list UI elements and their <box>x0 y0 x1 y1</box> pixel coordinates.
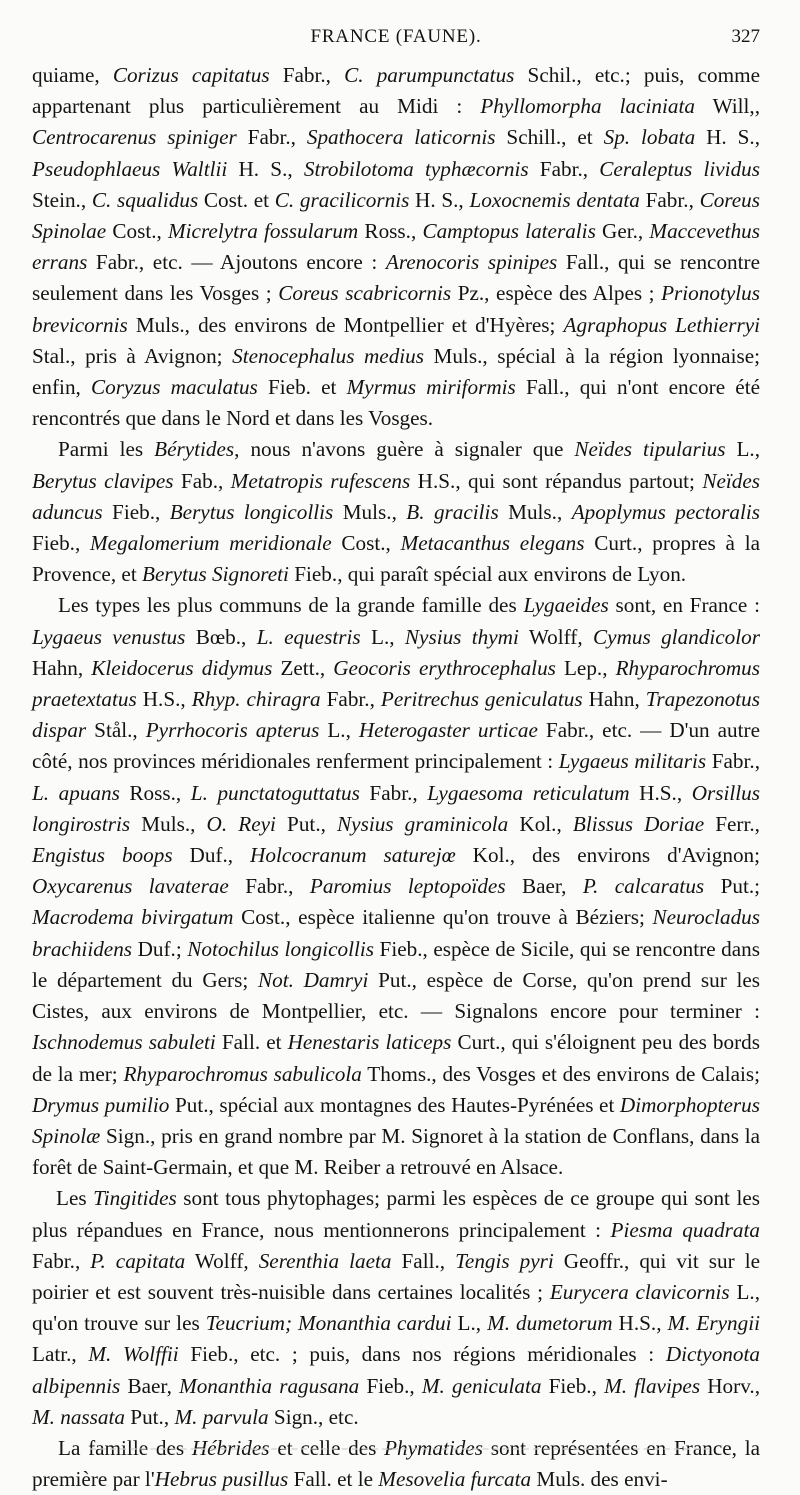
text-run: L., <box>319 718 359 743</box>
text-run: Latr., <box>32 1342 89 1367</box>
text-run: Stål., <box>86 718 146 743</box>
taxon-name: Pyrrhocoris apterus <box>145 718 320 743</box>
taxon-name: Corizus capitatus <box>112 63 270 87</box>
book-page <box>32 26 760 1495</box>
taxon-name: M. flavipes <box>604 1373 701 1398</box>
text-run: Muls., <box>498 499 572 524</box>
text-run: Fieb., <box>32 531 91 556</box>
text-run: Fabr., <box>32 1248 91 1273</box>
text-run: Les <box>56 1186 94 1211</box>
taxon-name: Pseudophlaeus Waltlii <box>32 156 228 181</box>
text-run: Fabr., <box>269 63 345 87</box>
taxon-name: Hebrus pusillus <box>154 1467 289 1492</box>
taxon-name: Neurocladus brachiidens <box>32 905 761 961</box>
taxon-name: P. capitata <box>90 1248 186 1273</box>
text-run: quiame, <box>32 63 113 87</box>
text-run: et celle des <box>269 1435 385 1460</box>
taxon-name: Henestaris laticeps <box>287 1030 452 1055</box>
text-run: Fabr., etc. — Ajoutons encore : <box>87 250 386 275</box>
text-run: Duf.; <box>132 936 188 961</box>
text-run: Stal., pris à Avignon; <box>32 343 233 368</box>
taxon-name: Rhyp. chiragra <box>191 687 321 712</box>
bottom-print-marks <box>90 1448 710 1458</box>
text-run: Fieb., qui paraît spécial aux environs de Lyon. <box>288 562 687 587</box>
text-run: Fall., <box>391 1248 456 1273</box>
taxon-name: M. nassata <box>32 1404 125 1429</box>
taxon-name: M. Wolffii <box>88 1342 179 1367</box>
taxon-name: Ceraleptus lividus <box>599 156 761 181</box>
text-run: Ross., <box>358 219 423 244</box>
text-run: Schil., etc.; puis, comme appartenant plus particulièrement au Midi : <box>32 63 760 119</box>
taxon-name: C. parumpunctatus <box>344 63 515 87</box>
text-run: Muls., <box>130 811 207 836</box>
taxon-name: M. dumetorum <box>487 1311 613 1336</box>
taxon-name: Arenocoris spinipes <box>385 250 558 275</box>
taxon-name: Trapezonotus dispar <box>32 687 760 743</box>
taxon-name: Piesma quadrata <box>610 1217 760 1242</box>
running-header <box>32 26 760 54</box>
taxon-name: Lygaeus venustus <box>32 624 186 649</box>
text-run: Fabr., <box>528 156 600 181</box>
text-run: Muls. des envi- <box>531 1467 668 1492</box>
taxon-name: Notochilus longicollis <box>187 936 375 961</box>
taxon-name: Megalomerium meridionale <box>90 531 332 556</box>
text-run: Fabr., <box>228 874 310 899</box>
taxon-name: Phymatides <box>384 1435 483 1460</box>
body-text <box>32 60 760 1495</box>
text-run: Fab., <box>173 468 231 493</box>
text-run: Hahn, <box>582 687 646 712</box>
taxon-name: Berytus clavipes <box>32 468 174 493</box>
text-run: L., <box>725 437 760 462</box>
text-run: H. S., <box>695 125 760 150</box>
taxon-name: Phyllomorpha laciniata <box>480 94 695 119</box>
taxon-name: Cymus glandicolor <box>593 624 760 649</box>
taxon-name: Eurycera clavicornis <box>549 1279 730 1304</box>
text-run: , nous n'avons guère à signaler que <box>234 437 575 462</box>
taxon-name: O. Reyi <box>206 811 276 836</box>
taxon-name: Strobilotoma typhæcornis <box>303 156 529 181</box>
taxon-name: Sp. lobata <box>603 125 696 150</box>
text-run: Kol., <box>508 811 573 836</box>
text-run: Stein., <box>32 187 92 212</box>
text-run: Fabr., <box>639 187 700 212</box>
text-run: La famille des <box>58 1435 192 1460</box>
text-run: Fieb., etc. ; puis, dans nos régions méridionales : <box>178 1342 666 1367</box>
text-run: Parmi les <box>58 437 155 462</box>
taxon-name: Centrocarenus spiniger <box>32 125 237 150</box>
taxon-name: B. gracilis <box>406 499 499 524</box>
paragraph-berytides <box>32 434 760 590</box>
taxon-name: Lygaesoma reticulatum <box>427 780 630 805</box>
taxon-name: Heterogaster urticae <box>358 718 538 743</box>
taxon-name: Lygaeides <box>523 593 609 618</box>
text-run: H. S., <box>227 156 304 181</box>
text-run: Wolff, <box>518 624 594 649</box>
taxon-name: Lygaeus militaris <box>558 749 707 774</box>
taxon-name: Nysius graminicola <box>337 811 509 836</box>
taxon-name: L. punctatoguttatus <box>190 780 360 805</box>
text-run: Ross., <box>119 780 191 805</box>
text-run: Schill., et <box>495 125 604 150</box>
text-run: Pz., espèce des Alpes ; <box>451 281 662 306</box>
text-run: Curt., propres à la Provence, et <box>32 531 761 587</box>
taxon-name: Metacanthus elegans <box>400 531 585 556</box>
taxon-name: L. apuans <box>32 780 120 805</box>
taxon-name: Metatropis rufescens <box>230 468 411 493</box>
taxon-name: Serenthia laeta <box>258 1248 392 1273</box>
text-run: L., qu'on trouve sur les <box>32 1279 760 1336</box>
text-run: Ger., <box>595 219 650 244</box>
text-run: H.S., <box>612 1311 668 1336</box>
text-run: Put., espèce de Corse, qu'on prend sur les Cistes, aux environs de Montpellier, etc. — Signalons encore pour terminer : <box>32 967 761 1024</box>
taxon-name: C. gracilicornis <box>274 187 410 212</box>
taxon-name: Monanthia ragusana <box>179 1373 360 1398</box>
taxon-name: Stenocephalus medius <box>232 343 425 368</box>
taxon-name: Coreus scabricornis <box>278 281 452 306</box>
taxon-name: Ischnodemus sabuleti <box>32 1030 216 1055</box>
taxon-name: Tengis pyri <box>455 1248 554 1273</box>
taxon-name: Coryzus maculatus <box>91 375 258 400</box>
paragraph-lygaeides <box>32 590 760 1183</box>
text-run: Horv., <box>700 1373 761 1398</box>
taxon-name: P. calcaratus <box>582 874 705 899</box>
taxon-name: Engistus boops <box>32 843 173 868</box>
text-run: Fieb., espèce de Sicile, qui se rencontre dans le département du Gers; <box>32 936 760 992</box>
text-run: L., <box>360 624 405 649</box>
taxon-name: Apoplymus pectoralis <box>571 499 760 524</box>
taxon-name: Oxycarenus lavaterae <box>32 874 229 899</box>
taxon-name: Camptopus lateralis <box>422 219 596 244</box>
text-run: Put., <box>125 1404 175 1429</box>
taxon-name: Orsillus longirostris <box>32 780 761 836</box>
text-run: Fabr., <box>236 125 307 150</box>
taxon-name: Drymus pumilio <box>32 1092 170 1117</box>
taxon-name: Teucrium; Monanthia cardui <box>205 1311 452 1336</box>
paragraph-hebrides <box>32 1433 760 1495</box>
text-run: Hahn, <box>32 655 92 680</box>
text-run: H.S., <box>629 780 692 805</box>
taxon-name: Berytus longicollis <box>169 499 334 524</box>
text-run: Baer, <box>120 1373 180 1398</box>
text-run: Put.; <box>704 874 761 899</box>
taxon-name: C. squalidus <box>91 187 199 212</box>
text-run: Fall., qui n'ont encore été rencontrés que dans le Nord et dans les Vosges. <box>32 375 761 431</box>
taxon-name: Spathocera laticornis <box>306 125 496 150</box>
taxon-name: Dimorphopterus Spinolæ <box>32 1092 760 1148</box>
text-run: Bœb., <box>185 624 257 649</box>
text-run: L., <box>451 1311 488 1336</box>
taxon-name: Maccevethus errans <box>32 219 761 275</box>
text-run: Fall. et <box>215 1030 288 1055</box>
text-run: Baer, <box>505 874 583 899</box>
taxon-name: Loxocnemis dentata <box>469 187 640 212</box>
text-run: Zett., <box>272 655 334 680</box>
text-run: sont, en France : <box>608 593 760 618</box>
text-run: Cost., espèce italienne qu'on trouve à Béziers; <box>233 905 653 930</box>
text-run: Fieb., <box>541 1373 605 1398</box>
text-run: H.S., <box>136 687 192 712</box>
text-run: Fabr., <box>706 749 760 774</box>
taxon-name: M. Eryngii <box>667 1311 760 1336</box>
text-run: Fall. et le <box>288 1467 379 1492</box>
text-run: Lep., <box>555 655 616 680</box>
text-run: Put., spécial aux montagnes des Hautes-Pyrénées et <box>169 1092 620 1117</box>
text-run: sont tous phytophages; parmi les espèces de ce groupe qui sont les plus répandues en France, nous mentionnerons principalement : <box>32 1186 761 1242</box>
taxon-name: Tingitides <box>93 1186 177 1211</box>
text-run: Fall., qui se rencontre seulement dans les Vosges ; <box>32 250 760 306</box>
text-run: H.S., qui sont répandus partout; <box>410 468 703 493</box>
taxon-name: M. geniculata <box>421 1373 542 1398</box>
text-run: sont représentées en France, la première par l' <box>32 1435 760 1492</box>
taxon-name: Bérytides <box>154 437 235 462</box>
taxon-name: Nysius thymi <box>404 624 519 649</box>
text-run: Kol., des environs d'Avignon; <box>455 843 761 868</box>
text-run: Duf., <box>172 843 251 868</box>
taxon-name: Prionotylus brevicornis <box>32 281 760 337</box>
paragraph-tingitides <box>32 1183 760 1433</box>
text-run: Cost. et <box>198 187 275 212</box>
taxon-name: Macrodema bivirgatum <box>32 905 234 930</box>
text-run: Les types les plus communs de la grande famille des <box>58 593 524 618</box>
text-run: H. S., <box>409 187 470 212</box>
text-run: Cost., <box>106 219 169 244</box>
taxon-name: Myrmus miriformis <box>346 375 516 400</box>
running-title: FRANCE (FAUNE). <box>310 26 482 47</box>
taxon-name: Micrelytra fossularum <box>168 219 359 244</box>
page-number: 327 <box>731 26 760 47</box>
taxon-name: Blissus Doriae <box>572 811 705 836</box>
text-run: Fabr., <box>320 687 381 712</box>
text-run: Fieb. et <box>257 375 347 400</box>
taxon-name: Berytus Signoreti <box>142 562 289 587</box>
text-run: Fieb., <box>102 499 170 524</box>
text-run: Curt., qui s'éloignent peu des bords de la mer; <box>32 1030 760 1086</box>
taxon-name: Paromius leptopoïdes <box>309 874 506 899</box>
text-run: Geoffr., qui vit sur le poirier et est souvent très-nuisible dans certaines localités ; <box>32 1248 760 1304</box>
taxon-name: Rhyparochromus sabulicola <box>123 1061 362 1086</box>
text-run: Ferr., <box>704 811 760 836</box>
taxon-name: Peritrechus geniculatus <box>380 687 583 712</box>
text-run: Thoms., des Vosges et des environs de Calais; <box>361 1061 761 1086</box>
taxon-name: Dictyonota albipennis <box>32 1342 760 1398</box>
taxon-name: M. parvula <box>174 1404 269 1429</box>
taxon-name: L. equestris <box>256 624 361 649</box>
text-run: Muls., <box>333 499 407 524</box>
taxon-name: Holcocranum saturejœ <box>250 843 456 868</box>
taxon-name: Not. Damryi <box>257 967 369 992</box>
taxon-name: Neïdes aduncus <box>32 468 760 524</box>
text-run: Fabr., etc. — D'un autre côté, nos provinces méridionales renferment principalement : <box>32 718 760 774</box>
taxon-name: Coreus Spinolae <box>32 187 760 244</box>
paragraph-coreides-continued <box>32 60 760 434</box>
text-run: Sign., pris en grand nombre par M. Signoret à la station de Conflans, dans la forêt de Saint-Germain, et que M. Reiber a retrouvé en Alsace. <box>32 1123 760 1180</box>
text-run: Wolff, <box>185 1248 259 1273</box>
text-run: Muls., spécial à la région lyonnaise; enfin, <box>32 343 760 400</box>
text-run: Sign., etc. <box>268 1404 359 1429</box>
taxon-name: Neïdes tipularius <box>574 437 726 462</box>
text-run: Cost., <box>331 531 401 556</box>
taxon-name: Kleidocerus didymus <box>91 655 273 680</box>
text-run: Fieb., <box>359 1373 422 1398</box>
text-run: Put., <box>275 811 338 836</box>
text-run: Fabr., <box>359 780 428 805</box>
taxon-name: Agraphopus Lethierryi <box>563 312 760 337</box>
taxon-name: Geocoris erythrocephalus <box>333 655 556 680</box>
text-run: Muls., des environs de Montpellier et d'Hyères; <box>127 312 564 337</box>
text-run: Will,, <box>694 94 760 119</box>
taxon-name: Rhyparochromus praetextatus <box>32 655 760 712</box>
taxon-name: Mesovelia furcata <box>378 1467 532 1492</box>
taxon-name: Hébrides <box>191 1435 270 1460</box>
